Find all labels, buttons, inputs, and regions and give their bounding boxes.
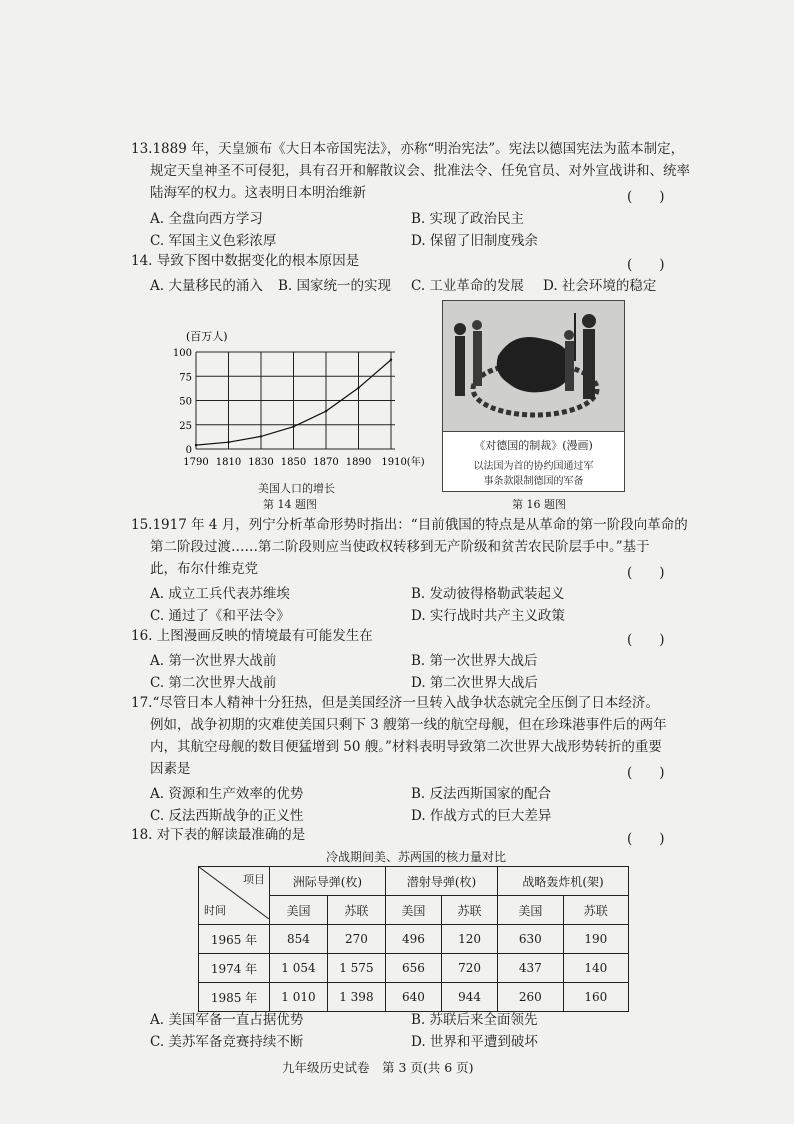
- q14-stem: 14. 导致下图中数据变化的根本原因是: [131, 253, 360, 269]
- q17-option-b[interactable]: B. 反法西斯国家的配合: [411, 786, 552, 802]
- x-tick-label: 1870: [313, 457, 339, 468]
- table-cell: 140: [563, 954, 628, 983]
- sub-header: 苏联: [327, 896, 385, 925]
- q15-answer-paren[interactable]: ( ): [627, 565, 665, 581]
- q17-line-3: 内，其航空母舰的数目便猛增到 50 艘。”材料表明导致第二次世界大战形势转折的重要: [150, 739, 662, 755]
- table-cell: 720: [442, 954, 498, 983]
- q16-stem: 16. 上图漫画反映的情境最有可能发生在: [131, 628, 373, 644]
- page-footer: 九年级历史试卷 第 3 页(共 6 页): [282, 1060, 474, 1075]
- cartoon-image: [443, 301, 624, 432]
- table-row: [199, 925, 629, 954]
- table-cell: 160: [563, 983, 628, 1012]
- y-tick-label: 25: [179, 420, 192, 432]
- table-row: [199, 954, 629, 983]
- table-cell: 944: [442, 983, 498, 1012]
- table-cell: 270: [327, 925, 385, 954]
- q14-option-c[interactable]: C. 工业革命的发展: [411, 278, 524, 294]
- x-tick-label: 1830: [248, 457, 274, 468]
- table-cell: 1 010: [270, 983, 328, 1012]
- q14-option-d[interactable]: D. 社会环境的稳定: [543, 278, 657, 294]
- q13-option-d[interactable]: D. 保留了旧制度残余: [411, 233, 538, 249]
- q17-line-2: 例如，战争初期的灾难使美国只剩下 3 艘第一线的航空母舰，但在珍珠港事件后的两年: [150, 717, 667, 733]
- sub-header: 美国: [498, 896, 563, 925]
- cartoon-desc-2: 事条款限制德国的军备: [483, 476, 584, 487]
- data-point: [325, 410, 327, 412]
- data-point: [292, 425, 294, 427]
- data-point: [390, 359, 392, 361]
- q14-option-a[interactable]: A. 大量移民的涌入: [150, 278, 263, 294]
- sub-header: 苏联: [563, 896, 628, 925]
- q16-option-c[interactable]: C. 第二次世界大战前: [150, 675, 277, 691]
- group-header: 洲际导弹(枚): [270, 867, 386, 896]
- table-cell: 190: [563, 925, 628, 954]
- chart-title: 美国人口的增长: [258, 482, 335, 495]
- group-header: 潜射导弹(枚): [385, 867, 497, 896]
- sub-header: 美国: [385, 896, 441, 925]
- data-point: [357, 387, 359, 389]
- chart-unit-label: (百万人): [186, 330, 228, 343]
- nuclear-forces-table: [198, 866, 629, 1012]
- data-point: [195, 444, 197, 446]
- q18-stem: 18. 对下表的解读最准确的是: [131, 827, 306, 843]
- q18-option-a[interactable]: A. 美国军备一直占据优势: [150, 1012, 304, 1028]
- x-tick-label: 1810: [215, 457, 242, 468]
- q13-answer-paren[interactable]: ( ): [627, 189, 665, 205]
- q13-line-2: 规定天皇神圣不可侵犯，具有召开和解散议会、批准法令、任免官员、对外宣战讲和、统率: [150, 163, 690, 179]
- q13-line-3: 陆海军的权力。这表明日本明治维新: [150, 185, 366, 201]
- q15-option-b[interactable]: B. 发动彼得格勒武装起义: [411, 586, 565, 602]
- row-year: 1965 年: [199, 925, 270, 954]
- q17-option-d[interactable]: D. 作战方式的巨大差异: [411, 808, 552, 824]
- q18-option-c[interactable]: C. 美苏军备竞赛持续不断: [150, 1034, 304, 1050]
- q17-option-a[interactable]: A. 资源和生产效率的优势: [150, 786, 304, 802]
- table-cell: 1 398: [327, 983, 385, 1012]
- q13-option-a[interactable]: A. 全盘向西方学习: [150, 211, 263, 227]
- table-corner-cell: [199, 867, 270, 925]
- row-year: 1974 年: [199, 954, 270, 983]
- cartoon-desc-1: 以法国为首的协约国通过军: [473, 461, 594, 472]
- q15-line-2: 第二阶段过渡……第二阶段则应当使政权转移到无产阶级和贫苦农民阶层手中。”基于: [150, 539, 650, 555]
- q16-option-a[interactable]: A. 第一次世界大战前: [150, 653, 277, 669]
- table-cell: 656: [385, 954, 441, 983]
- data-point: [260, 435, 262, 437]
- table-cell: 496: [385, 925, 441, 954]
- cartoon-figure: [442, 300, 625, 492]
- q17-answer-paren[interactable]: ( ): [627, 765, 665, 781]
- sub-header: 美国: [270, 896, 328, 925]
- table-cell: 120: [442, 925, 498, 954]
- q15-option-c[interactable]: C. 通过了《和平法令》: [150, 608, 290, 624]
- x-tick-label: 1890: [345, 457, 372, 468]
- q15-option-a[interactable]: A. 成立工兵代表苏维埃: [150, 586, 290, 602]
- q15-option-d[interactable]: D. 实行战时共产主义政策: [411, 608, 565, 624]
- q18-answer-paren[interactable]: ( ): [627, 831, 665, 847]
- corner-top-label: 项目: [243, 873, 265, 886]
- group-header: 战略轰炸机(架): [498, 867, 629, 896]
- corner-bottom-label: 时间: [204, 904, 226, 917]
- q17-line-1: 17.“尽管日本人精神十分狂热，但是美国经济一旦转入战争状态就完全压倒了日本经济。: [131, 695, 659, 711]
- q18-option-d[interactable]: D. 世界和平遭到破坏: [411, 1034, 538, 1050]
- q15-line-1: 15.1917 年 4 月，列宁分析革命形势时指出：“目前俄国的特点是从革命的第一阶段向革命的: [131, 517, 688, 533]
- table-cell: 630: [498, 925, 563, 954]
- q13-line-1: 13.1889 年，天皇颁布《大日本帝国宪法》，亦称“明治宪法”。宪法以德国宪法为蓝本制定，: [131, 141, 685, 157]
- table-cell: 1 054: [270, 954, 328, 983]
- sub-header: 苏联: [442, 896, 498, 925]
- chart-caption: 第 14 题图: [263, 498, 317, 511]
- data-point: [227, 441, 229, 443]
- table-cell: 260: [498, 983, 563, 1012]
- q14-answer-paren[interactable]: ( ): [627, 257, 665, 273]
- q15-line-3: 此，布尔什维克党: [150, 561, 258, 577]
- x-tick-label: 1790: [183, 457, 209, 468]
- table-cell: 1 575: [327, 954, 385, 983]
- table-cell: 437: [498, 954, 563, 983]
- q16-option-d[interactable]: D. 第二次世界大战后: [411, 675, 538, 691]
- x-tick-label: 1850: [280, 457, 307, 468]
- y-tick-label: 100: [172, 348, 192, 359]
- q17-line-4: 因素是: [150, 761, 191, 777]
- cartoon-caption: 第 16 题图: [512, 498, 566, 511]
- table-title: 冷战期间美、苏两国的核力量对比: [326, 850, 507, 864]
- q16-option-b[interactable]: B. 第一次世界大战后: [411, 653, 538, 669]
- y-tick-label: 50: [179, 396, 192, 408]
- q17-option-c[interactable]: C. 反法西斯战争的正义性: [150, 808, 304, 824]
- row-year: 1985 年: [199, 983, 270, 1012]
- q13-option-b[interactable]: B. 实现了政治民主: [411, 211, 525, 227]
- q18-option-b[interactable]: B. 苏联后来全面领先: [411, 1012, 538, 1028]
- y-tick-label: 75: [179, 372, 192, 384]
- table-cell: 854: [270, 925, 328, 954]
- x-tick-label: 1910(年): [381, 457, 425, 468]
- y-tick-label: 0: [185, 445, 192, 456]
- table-cell: 640: [385, 983, 441, 1012]
- cartoon-title: 《对德国的制裁》(漫画): [474, 439, 593, 452]
- q13-option-c[interactable]: C. 军国主义色彩浓厚: [150, 233, 277, 249]
- q16-answer-paren[interactable]: ( ): [627, 632, 665, 648]
- q14-option-b[interactable]: B. 国家统一的实现: [278, 278, 392, 294]
